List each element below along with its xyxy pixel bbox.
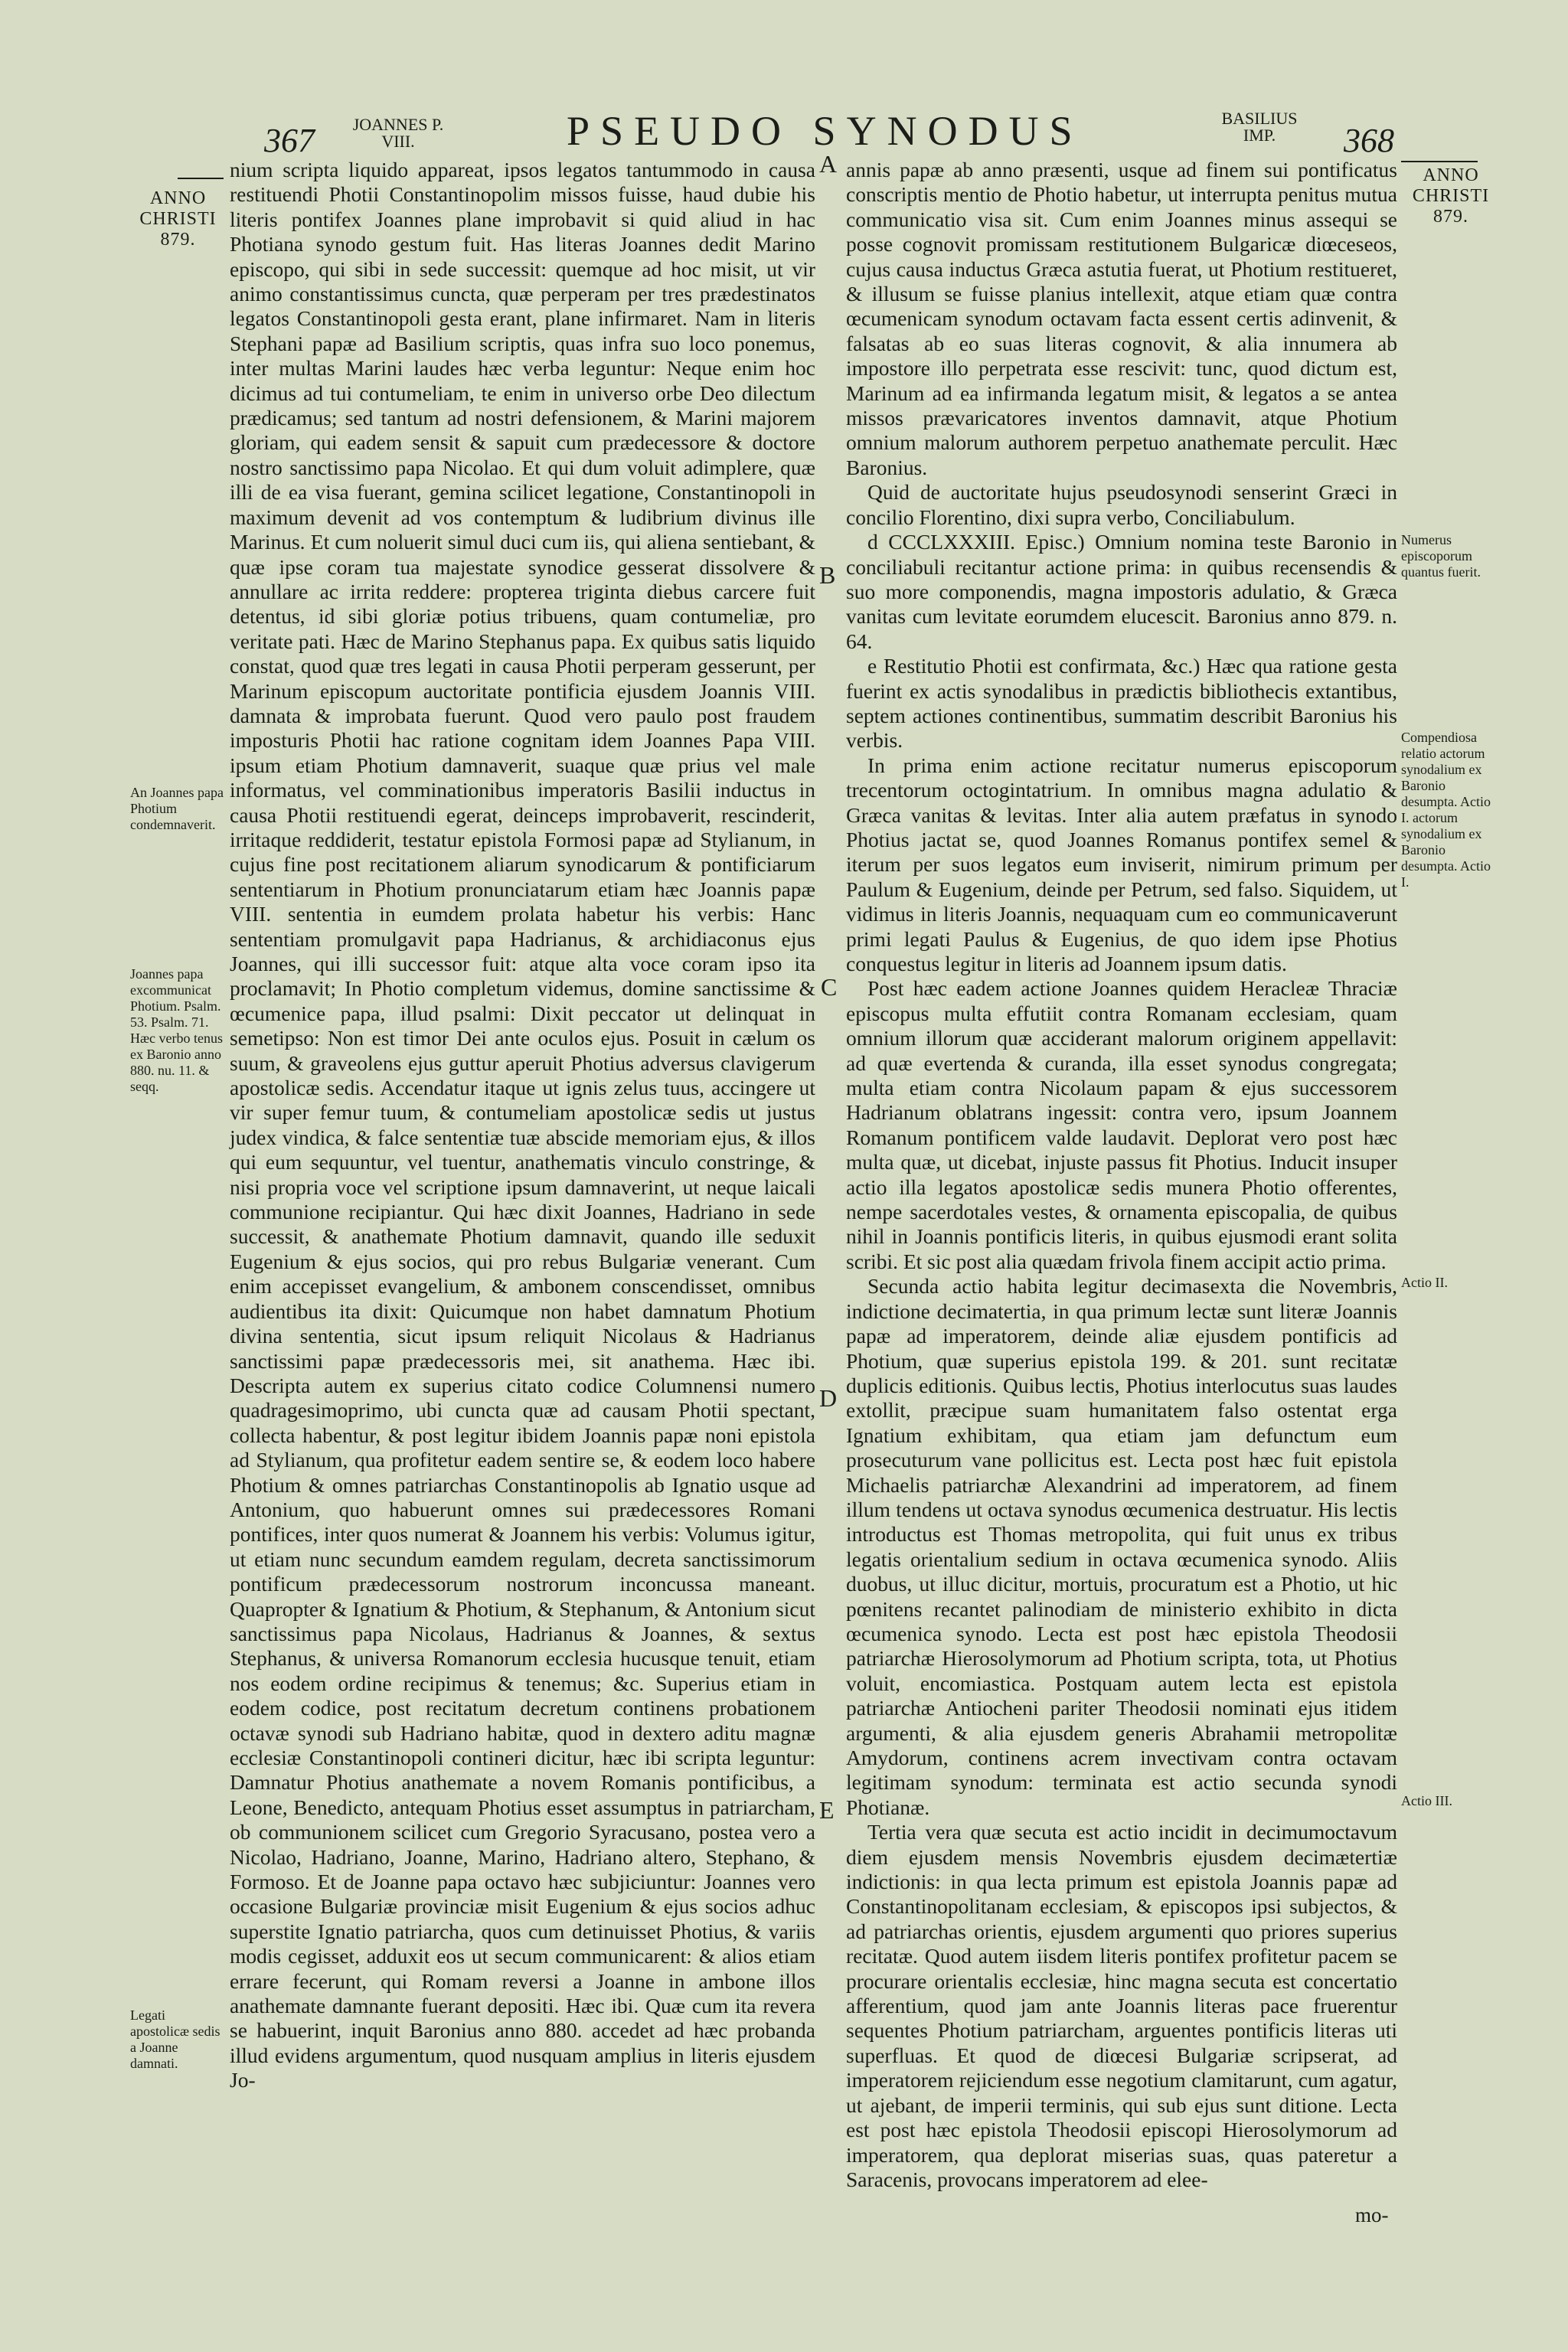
left-margin-note: Legati apostolicæ sedis a Joanne damnati. [130, 2007, 220, 2071]
page-header [0, 107, 1568, 161]
left-page-number: 367 [264, 122, 315, 159]
section-letter: B [819, 561, 836, 589]
right-header-label: BASILIUS IMP. [1221, 109, 1298, 145]
left-anno-christi: ANNO CHRISTI 879. [139, 188, 217, 250]
right-margin-note: Actio III. [1401, 1793, 1452, 1808]
right-anno-christi: ANNO CHRISTI 879. [1412, 165, 1490, 227]
right-text-column [846, 158, 1397, 2192]
section-letter: D [819, 1384, 838, 1412]
right-margin-note: Numerus episcoporum quantus fuerit. [1401, 532, 1481, 580]
right-margin-note: Actio II. [1401, 1275, 1448, 1290]
paragraph: e Restitutio Photii est confirmata, &c.) Hæc qua ratione gesta fuerint ex actis synodalibus in prædictis bibliothecis extantibus, septem actiones continentibus, summatim describit Baronius his verbis. [846, 654, 1397, 753]
left-text-column [230, 158, 815, 2093]
left-margin-note: Joannes papa excommunicat Photium. Psalm. 53. Psalm. 71. Hæc verbo tenus ex Baronio anno 880. nu. 11. & seqq. [130, 966, 223, 1094]
left-margin-note: An Joannes papa Photium condemnaverit. [130, 785, 224, 832]
catchword: mo- [1355, 2203, 1389, 2226]
right-margin-rule [1401, 161, 1478, 162]
paragraph: d CCCLXXXIII. Episc.) Omnium nomina teste Baronio in conciliabuli recitantur actione prima: in quibus recensendis & suo more componendis, magna impostoris adulatio, & Græca vanitas cum levitate eorumdem elucescit. Baronius anno 879. n. 64. [846, 530, 1397, 653]
paragraph: nium scripta liquido appareat, ipsos legatos tantummodo in causa restituendi Photii Constantinopolim missos fuisse, haud dubie his literis pontifex Joannes plane improbavit si quid aliud in hac Photiana synodo gestum fuit. Has literas Joannes dedit Marino episcopo, qui sibi in sede successit: quemque ad hoc misit, ut vir animo constantissimus cuncta, quæ perperam per tres prædestinatos legatos Constantinopoli gesta erant, plane infirmaret. Nam in literis Stephani papæ ad Basilium scriptis, quas infra suo loco ponemus, inter multas Marini laudes hæc verba leguntur: Neque enim hoc dicimus ad tui contumeliam, te enim in universo orbe Deo dilectum prædicamus; sed tantum ad nostri defensionem, & Marini majorem gloriam, qui eadem sensit & sapuit cum prædecessore & doctore nostro sanctissimo papa Nicolao. Et qui dum voluit adimplere, quæ illi de ea visa fuerant, gemina scilicet legatione, Constantinopoli in maximum devenit ad vos contemptum & ludibrium divinus ille Marinus. Et cum noluerit simul duci cum iis, qui aliena sentiebant, & quæ ipse coram tua majestate synodice gesserat dissolvere & annullare ac irrita reddere: propterea triginta diebus carcere fuit detentus, id sibi gloriæ potius tribuens, quam contumeliæ, pro veritate pati. Hæc de Marino Stephanus papa. Ex quibus satis liquido constat, quod quæ tres legati in causa Photii perperam gesserunt, per Marinum episcopum auctoritate pontificia ejusdem Joannis VIII. damnata & improbata fuerunt. Quod vero paulo post fraudem imposturis Photii hac ratione cognitam idem Joannes Papa VIII. ipsum etiam Photium damnaverit, suaque quæ prius vel male informatus, vel comminationibus imperatoris Basilii inductus in causa Photii restituendi egerat, deinceps improbaverit, rescinderit, irritaque reddiderit, testatur epistola Formosi papæ ad Stylianum, in cujus fine post recitationem aliarum synodicarum & pontificiarum sententiarum in Photium pronunciatarum etiam hæc Joannis papæ VIII. sententia in eumdem prolata habetur his verbis: Hanc sententiam promulgavit papa Hadrianus, & archidiaconus ejus Joannes, qui illi successor fuit: atque alta voce coram ipso ita proclamavit; In Photio completum videmus, domine sanctissime & œcumenice papa, illud psalmi: Dixit peccator ut delinquat in semetipso: Non est timor Dei ante oculos ejus. Posuit in cælum os suum, & graveolens ejus guttur aperuit Photius adversus clavigerum apostolicæ sedis. Accendatur itaque ut ignis zelus tuus, accingere ut vir super femur tuum, & contumeliam apostolicæ sedis ut justus judex vindica, & falce sententiæ tuæ abscide memoriam ejus, & illos qui eum sequuntur, vel tuentur, anathematis vinculo constringe, & nisi propria voce vel scriptione ipsum damnaverint, ut neque laicali communione recipiantur. Qui hæc dixit Joannes, Hadriano in sede successit, & anathemate Photium damnavit, quando ille seduxit Eugenium & ejus socios, qui pro rebus Bulgariæ venerant. Cum enim accepisset evangelium, & ambonem conscendisset, omnibus audientibus ita dixit: Quicumque non habet damnatum Photium divina sententia, sicut ipsum reliquit Nicolaus & Hadrianus sanctissimi papæ prædecessoris mei, sit anathema. Hæc ibi. Descripta autem ex superius citato codice Columnensi numero quadragesimoprimo, ubi cuncta quæ ad causam Photii spectant, collecta habentur, & post legitur ibidem Joannis papæ noni epistola ad Stylianum, qua profitetur eadem sentire se, & eodem loco habere Photium & omnes patriarchas Constantinopolis ab Ignatio usque ad Antonium, quo habuerunt omnes sui prædecessores Romani pontifices, inter quos numerat & Joannem his verbis: Volumus igitur, ut etiam nunc secundum eamdem regulam, decreta sanctissimorum pontificum prædecessorum nostrorum inconcussa maneant. Quapropter & Ignatium & Photium, & Stephanum, & Antonium sicut sanctissimus papa Nicolaus, Hadrianus & Joannes, & sextus Stephanus, & universa Romanorum ecclesia hucusque tenuit, etiam nos eodem ordine recipimus & tenemus; &c. Superius etiam in eodem codice, post recitatum decretum continens probationem octavæ synodi sub Hadriano habitæ, quod in dextero aditu magnæ ecclesiæ Constantinopoli contineri dicitur, hæc ibi scripta leguntur: Damnatur Photius anathemate a novem Romanis pontificibus, a Leone, Benedicto, antequam Photius esset assumptus in patriarcham, ob communionem scilicet cum Gregorio Syracusano, postea vero a Nicolao, Hadriano, Joanne, Marino, Hadriano altero, Stephano, & Formoso. Et de Joanne papa octavo hæc subjiciuntur: Joannes vero occasione Bulgariæ provinciæ misit Eugenium & ejus socios adhuc superstite Ignatio patriarcha, quos cum detinuisset Photius, & variis modis cegisset, adduxit eos ut secum communicarent: & alios etiam errare fecerunt, qui Romam reversi a Joanne in ambone illos anathemate damnante fuerant depositi. Hæc ibi. Quæ cum ita revera se habuerint, inquit Baronius anno 880. accedet ad hæc probanda illud evidens argumentum, quod nusquam amplius in literis ejusdem Jo- [230, 158, 815, 2092]
paragraph: In prima enim actione recitatur numerus episcoporum trecentorum octogintatrium. In omnibus magna adulatio & Græca vanitas & levitas. Inter alia autem præfatus in synodo Photius jactat se, quod Joannes Romanus pontifex semel & iterum per suos legatos eum inviserit, nimirum primum per Paulum & Eugenium, deinde per Petrum, sed falso. Siquidem, ut vidimus in literis Joannis, nequaquam cum eo communicaverunt primi legati Paulus & Eugenius, de quo idem ipse Photius conquestus legitur in literis ad Joannem ipsum datis. [846, 753, 1397, 975]
paragraph: Tertia vera quæ secuta est actio incidit in decimumoctavum diem ejusdem mensis Novembris ejusdem decimætertiæ indictionis: in qua lecta primum est epistola Joannis papæ ad Constantinopolitanam ecclesiam, & episcopos ipsi subjectos, & ad patriarchas orientis, ejusdem argumenti quo priores superius recitatæ. Quod autem iisdem literis pontifex profitetur pacem se procurare orientalis ecclesiæ, hinc magna secuta est concertatio afferentium, quod jam ante Joannis literas pace fruerentur sequentes Photium patriarcham, arguentes pontificis literas uti superfluas. Et quod de diœcesi Bulgariæ scripserat, ad imperatorem rejiciendum esse negotium clamitarunt, cum agatur, ut ajebant, de imperii terminis, qui sub ejus sunt ditione. Lecta est post hæc epistola Theodosii episcopi Hierosolymorum ad imperatorem, qua deplorat miserias suas, quas pateretur a Saracenis, provocans imperatorem ad elee- [846, 1820, 1397, 2191]
running-title: PSEUDO SYNODUS [567, 108, 1083, 154]
left-header-label: JOANNES P. VIII. [352, 115, 444, 151]
paragraph: Quid de auctoritate hujus pseudosynodi senserint Græci in concilio Florentino, dixi supra verbo, Conciliabulum. [846, 480, 1397, 529]
paragraph: Post hæc eadem actione Joannes quidem Heracleæ Thraciæ episcopus multa effutiit contra Romanam ecclesiam, quam omnium illorum quæ acciderant malorum originem appellavit: ad quæ evertenda & curanda, illa esset synodus congregata; multa etiam contra Nicolaum papam & ejus successorem Hadrianum oblatrans ingessit: contra vero, ipsum Joannem Romanum pontificem valde laudavit. Deplorat vero post hæc multa quæ, ut dicebat, injuste passus fit Photius. Inducit insuper actio illa legatos apostolicæ sedis munera Photio offerentes, nempe sacerdotales vestes, & ornamenta episcopalia, de quibus nihil in Joannis pontificis literis, in quibus ejusmodi erant solita scribi. Et sic post alia quædam frivola finem accipit actio prima. [846, 976, 1397, 1273]
right-page-number: 368 [1344, 122, 1394, 159]
left-margin-rule [178, 178, 224, 179]
right-margin-note: Compendiosa relatio actorum synodalium ex Baronio desumpta. Actio I. actorum synodalium ex Baronio desumpta. Actio I. [1401, 730, 1491, 890]
paragraph: annis papæ ab anno præsenti, usque ad finem sui pontificatus conscriptis mentio de Photio habetur, ut interrupta penitus mutua communicatio visa sit. Cum enim Joannes minus assequi se posse cognovit promissam restitutionem Bulgaricæ diœceseos, cujus causa inductus Græca astutia fuerat, ut Photium restitueret, & illusum se fuisse planius intellexit, atque etiam quæ contra œcumenicam synodum octavam facta essent certis adinvenit, & falsatas ab eo suas literas cognovit, & alia innumera ab impostore illo perpetrata esse rescivit: tunc, quod dictum est, Marinum ad ea infirmanda legatum misit, & legatos a se antea missos prævaricatores inventos damnavit, atque Photium omnium malorum authorem perpetuo anathemate perculit. Hæc Baronius. [846, 158, 1397, 479]
section-letter: A [819, 150, 838, 178]
paragraph: Secunda actio habita legitur decimasexta die Novembris, indictione decimatertia, in qua primum lectæ sunt literæ Joannis papæ ad imperatorem, deinde aliæ ejusdem pontificis ad Photium, quæ superius epistola 199. & 201. sunt recitatæ duplicis editionis. Quibus lectis, Photius interlocutus suas laudes extollit, præcipue suam humanitatem falso ostentat erga Ignatium exhibitam, qua etiam jam defunctum eum prosecuturum vane pollicitus est. Lecta post hæc fuit epistola Michaelis patriarchæ Alexandrini ad imperatorem, ad finem illum tendens ut octava synodus œcumenica destruatur. His lectis introductus est Thomas metropolita, qui fuit unus ex tribus legatis orientalium sedium in octava œcumenica synodo. Aliis duobus, ut illuc dicitur, mortuis, procuratum est a Photio, ut hic pœnitens recantet palinodiam de ministerio exhibito in dicta œcumenica synodo. Lecta est post hæc epistola Theodosii patriarchæ Hierosolymorum ad Photium scripta, tota, ut Photius voluit, encomiastica. Postquam autem lecta est epistola patriarchæ Antiocheni pariter Theodosii nominati ejus itidem argumenti, & alia ejusdem generis Abrahamii metropolitæ Amydorum, continens acrem invectivam contra octavam legitimam synodum: terminata est actio secunda synodi Photianæ. [846, 1274, 1397, 1819]
section-letter: E [819, 1796, 835, 1824]
section-letter: C [821, 973, 838, 1001]
